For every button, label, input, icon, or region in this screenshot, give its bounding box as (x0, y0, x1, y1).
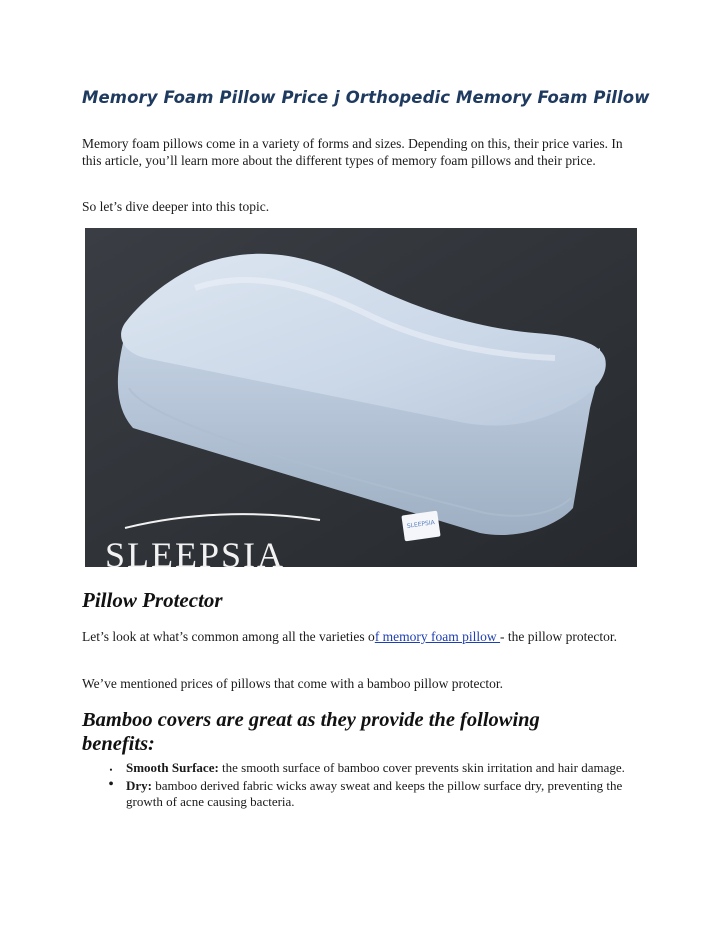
intro-lead-paragraph: So let’s dive deeper into this topic. (82, 199, 270, 214)
brand-logo-text: SLEEPSIA (105, 535, 286, 567)
benefit-text: the smooth surface of bamboo cover prevents skin irritation and hair damage. (218, 760, 625, 775)
intro-paragraph: Memory foam pillows come in a variety of forms and sizes. Depending on this, their price varies. In this article, you’ll learn more about the different types of memory foam pillows and their price. (82, 136, 623, 168)
list-item (102, 775, 642, 811)
pillow-product-image (85, 228, 637, 567)
pillow-tag-label: SLEEPSIA (406, 519, 436, 530)
bullet-icon: • (108, 775, 114, 793)
bamboo-protector-paragraph: We’ve mentioned prices of pillows that come with a bamboo pillow protector. (82, 676, 504, 691)
benefit-text: bamboo derived fabric wicks away sweat and keeps the pillow surface dry, preventing the growth of acne causing bacteria. (126, 777, 623, 809)
page-title: Memory Foam Pillow Price j Orthopedic Memory Foam Pillow (82, 88, 650, 107)
pillow-illustration (85, 228, 637, 567)
memory-foam-pillow-link[interactable]: f memory foam pillow (374, 629, 501, 644)
protector-text-after: - the pillow protector. (500, 629, 618, 644)
benefit-label: Dry: (126, 777, 152, 793)
bullet-icon: • (109, 765, 113, 775)
benefits-list (102, 760, 642, 812)
list-item (102, 760, 642, 777)
protector-text-before: Let’s look at what’s common among all the varieties o (82, 629, 375, 644)
benefit-label: Smooth Surface: (126, 760, 219, 775)
protector-paragraph (82, 628, 642, 645)
section-heading-bamboo: Bamboo covers are great as they provide the following benefits: (82, 709, 540, 755)
section-heading-protector: Pillow Protector (82, 588, 223, 612)
